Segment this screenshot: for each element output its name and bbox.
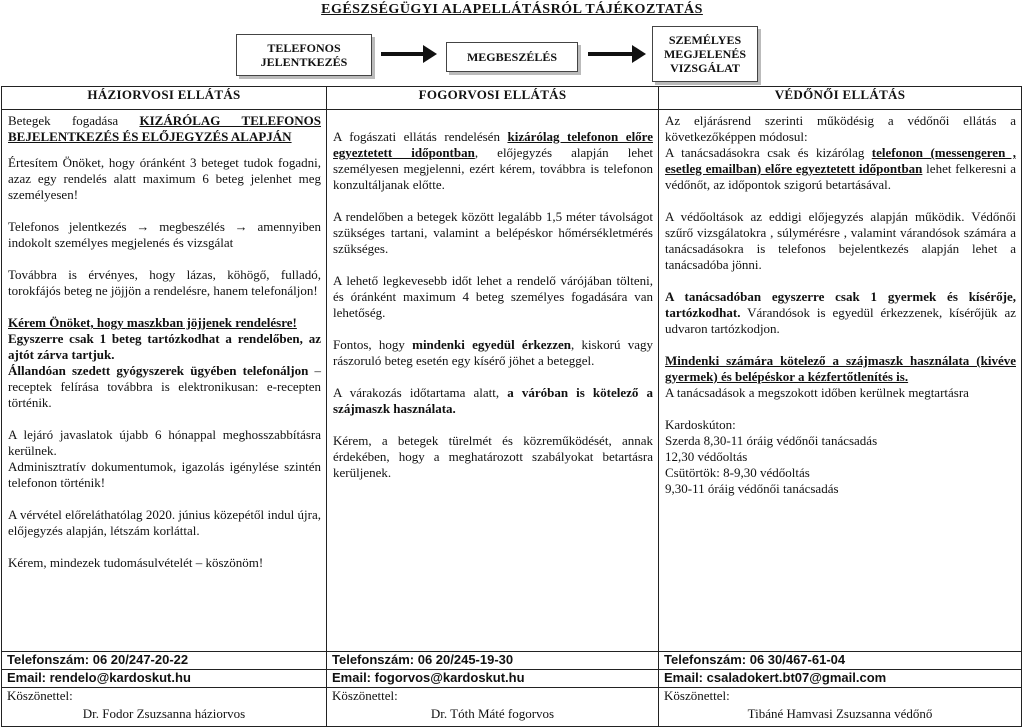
gp-phone: Telefonszám: 06 20/247-20-22 [2, 652, 327, 670]
visitor-schedule-line-4: 9,30-11 óráig védőnői tanácsadás [665, 481, 839, 496]
dentist-paragraph-4: Fontos, hogy mindenki egyedül érkezzen, kiskorú vagy rászoruló beteg esetén egy kísérő jöhet a beteggel. [333, 337, 653, 368]
flow-step3-line3: VIZSGÁLAT [670, 61, 740, 75]
flow-step3-line1: SZEMÉLYES [668, 33, 742, 47]
dentist-paragraph-1: A fogászati ellátás rendelésén kizárólag telefonon előre egyeztetett időpontban, előjegyzés alapján lehet személyesen megjelenni, ezért kérem, továbbra is telefonon konzultáljanak előtte. [333, 129, 653, 192]
gp-signature: Dr. Fodor Zsuzsanna háziorvos [82, 706, 246, 721]
gp-signature-block [2, 688, 327, 727]
gp-one-patient-rule: Egyszerre csak 1 beteg tartózkodhat a rendelőben, az ajtót zárva tartjuk. [8, 331, 321, 362]
gp-paragraph-3: Telefonos jelentkezés → megbeszélés → amennyiben indokolt személyes megjelenés és vizsgálat [8, 219, 321, 250]
gp-paragraph-2: Értesítem Önöket, hogy óránként 3 beteget tudok fogadni, azaz egy rendelés alatt maximum 6 beteg jelenhet meg személyesen! [8, 155, 321, 202]
visitor-paragraph-1: Az eljárásrend szerinti működésig a védőnői ellátás a következőképpen módosul: [665, 113, 1016, 144]
visitor-schedule-line-3: Csütörtök: 8-9,30 védőoltás [665, 465, 810, 480]
visitor-paragraph-2: A tanácsadásokra csak és kizárólag telefonon (messengeren , esetleg emailban) előre egyeztetett időpontban lehet felkeresni a védőnőt, az időpontok szigorú betartásával. [665, 145, 1016, 192]
gp-mask-request: Kérem Önöket, hogy maszkban jöjjenek rendelésre! [8, 315, 297, 330]
heading-gp: HÁZIORVOSI ELLÁTÁS [2, 87, 327, 110]
flow-step1-line1: TELEFONOS [267, 41, 341, 55]
gp-paragraph-11: Kérem, mindezek tudomásulvételét – köszönöm! [8, 555, 264, 570]
gp-paragraph-1: Betegek fogadása KIZÁRÓLAG TELEFONOS BEJELENTKEZÉS ÉS ELŐJEGYZÉS ALAPJÁN [8, 113, 321, 144]
gp-prescriptions: Állandóan szedett gyógyszerek ügyében telefonáljon – receptek felírása továbbra is elektronikusan: e-recepten történik. [8, 363, 321, 410]
flow-step-phone-registration [236, 34, 372, 76]
dentist-thanks: Köszönettel: [332, 688, 398, 703]
dentist-paragraph-3: A lehető legkevesebb időt lehet a rendelő várójában tölteni, és óránként maximum 4 beteg személyes fogadására van lehetőség. [333, 273, 653, 320]
dentist-signature: Dr. Tóth Máté fogorvos [430, 706, 555, 721]
flow-arrow-1 [381, 45, 437, 63]
visitor-mask-rule: Mindenki számára kötelező a szájmaszk használata (kivéve gyermek) és belépéskor a kézfertőtlenítés is. [665, 353, 1016, 384]
visitor-email: Email: csaladokert.bt07@gmail.com [659, 670, 1022, 688]
visitor-schedule-title: Kardoskúton: [665, 417, 736, 432]
gp-email: Email: rendelo@kardoskut.hu [2, 670, 327, 688]
dentist-column-body [327, 110, 659, 652]
gp-paragraph-9: Adminisztratív dokumentumok, igazolás igénylése szintén telefonon történik! [8, 459, 321, 490]
heading-dentist: FOGORVOSI ELLÁTÁS [327, 87, 659, 110]
dentist-paragraph-6: Kérem, a betegek türelmét és közreműködését, annak érdekében, hogy a meghatározott szabályokat betartásra kerüljenek. [333, 433, 653, 480]
visitor-signature-block [659, 688, 1022, 727]
visitor-signature: Tibáné Hamvasi Zsuzsanna védőnő [747, 706, 933, 721]
gp-paragraph-8: A lejáró javaslatok újabb 6 hónappal meghosszabbításra kerülnek. [8, 427, 321, 458]
visitor-column-body [659, 110, 1022, 652]
dentist-email: Email: fogorvos@kardoskut.hu [327, 670, 659, 688]
visitor-phone: Telefonszám: 06 30/467-61-04 [659, 652, 1022, 670]
page-title: EGÉSZSÉGÜGYI ALAPELLÁTÁSRÓL TÁJÉKOZTATÁS [321, 2, 703, 17]
dentist-phone: Telefonszám: 06 20/245-19-30 [327, 652, 659, 670]
heading-health-visitor: VÉDŐNŐI ELLÁTÁS [659, 87, 1022, 110]
gp-column-body [2, 110, 327, 652]
flow-step-consultation [446, 42, 578, 72]
visitor-paragraph-4: A tanácsadóban egyszerre csak 1 gyermek és kísérője, tartózkodhat. Várandósok is egyedül érkezzenek, kísérőjük az udvaron tartózkodjon. [665, 289, 1016, 336]
visitor-paragraph-3: A védőoltások az eddigi előjegyzés alapján működik. Védőnői szűrő vizsgálatokra , súlymérésre , valamint várandósok számára a tanácsadásokra is telefonos bejelentkezés alapján lehet a tanácsadóba jönni. [665, 209, 1016, 272]
dentist-signature-block [327, 688, 659, 727]
flow-arrow-2 [588, 45, 646, 63]
flow-step-personal-visit [652, 26, 758, 82]
gp-thanks: Köszönettel: [7, 688, 73, 703]
flow-step2-label: MEGBESZÉLÉS [466, 50, 558, 64]
info-table [1, 86, 1022, 727]
dentist-paragraph-2: A rendelőben a betegek között legalább 1,5 méter távolságot szükséges tartani, valamint a belépéskor hőmérsékletmérés szükséges. [333, 209, 653, 256]
visitor-schedule-line-2: 12,30 védőoltás [665, 449, 748, 464]
visitor-thanks: Köszönettel: [664, 688, 730, 703]
flow-step3-line2: MEGJELENÉS [663, 47, 747, 61]
flow-step1-line2: JELENTKEZÉS [260, 55, 348, 69]
gp-paragraph-10: A vérvétel előreláthatólag 2020. június közepétől indul újra, előjegyzés alapján, létszám korláttal. [8, 507, 321, 538]
visitor-paragraph-6: A tanácsadások a megszokott időben kerülnek megtartásra [665, 385, 969, 400]
gp-paragraph-4: Továbbra is érvényes, hogy lázas, köhögő, fulladó, torokfájós beteg ne jöjjön a rendelésre, hanem telefonáljon! [8, 267, 321, 298]
visitor-schedule-line-1: Szerda 8,30-11 óráig védőnői tanácsadás [665, 433, 878, 448]
dentist-paragraph-5: A várakozás időtartama alatt, a váróban is kötelező a szájmaszk használata. [333, 385, 653, 416]
